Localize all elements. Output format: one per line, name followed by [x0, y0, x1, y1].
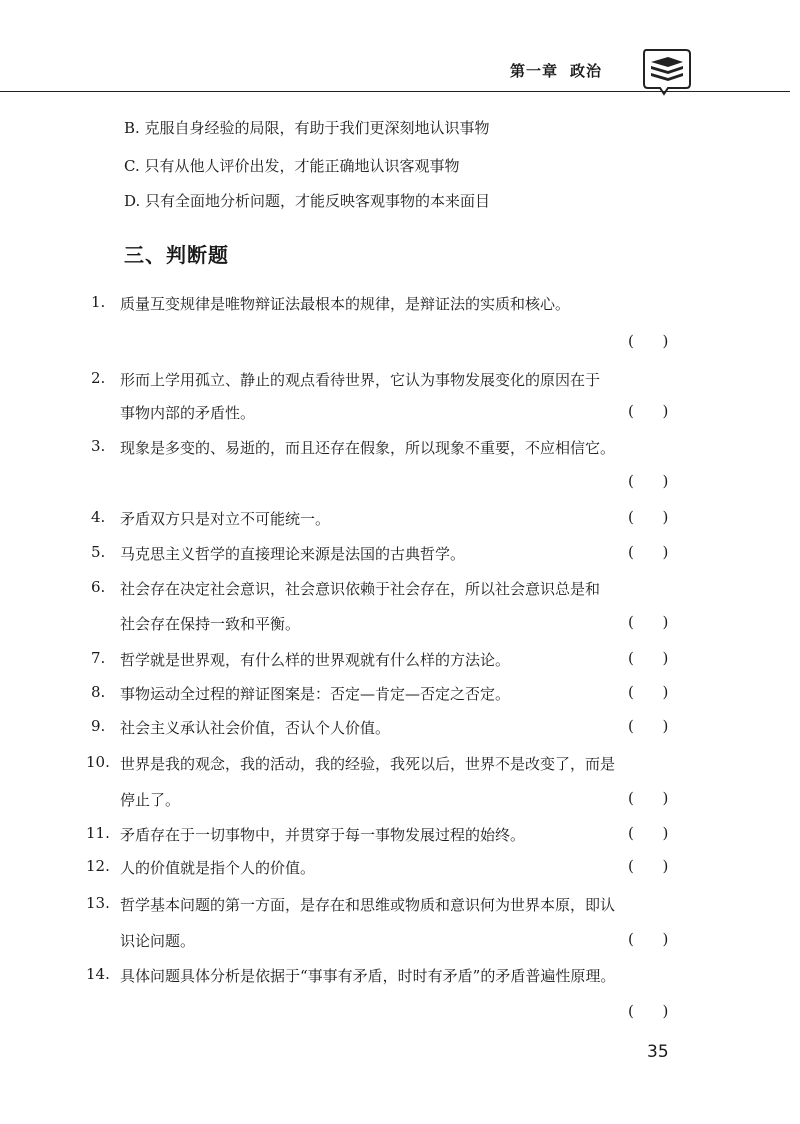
option-d: D. 只有全面地分析问题，才能反映客观事物的本来面目 — [124, 192, 491, 210]
question-number: 9. — [91, 717, 106, 735]
question-number: 13. — [86, 894, 110, 912]
answer-blank[interactable]: ( ) — [628, 508, 669, 526]
question-text: 具体问题具体分析是依据于“事事有矛盾，时时有矛盾”的矛盾普遍性原理。 — [120, 967, 616, 985]
question-text: 马克思主义哲学的直接理论来源是法国的古典哲学。 — [120, 545, 466, 563]
question-text: 矛盾存在于一切事物中，并贯穿于每一事物发展过程的始终。 — [120, 826, 526, 844]
question-number: 12. — [86, 857, 110, 875]
page-number: 35 — [647, 1042, 669, 1062]
question-text: 事物运动全过程的辩证图案是：否定—肯定—否定之否定。 — [120, 685, 511, 703]
question-text: 矛盾双方只是对立不可能统一。 — [120, 510, 331, 528]
answer-blank[interactable]: ( ) — [628, 543, 669, 561]
question-text: 识论问题。 — [120, 932, 196, 950]
answer-blank[interactable]: ( ) — [628, 402, 669, 420]
question-number: 11. — [86, 824, 110, 842]
book-stack-icon — [642, 48, 692, 100]
question-text: 形而上学用孤立、静止的观点看待世界，它认为事物发展变化的原因在于 — [120, 371, 601, 389]
question-number: 10. — [86, 753, 110, 771]
answer-blank[interactable]: ( ) — [628, 824, 669, 842]
question-number: 14. — [86, 965, 110, 983]
answer-blank[interactable]: ( ) — [628, 930, 669, 948]
header-divider — [0, 91, 790, 92]
question-number: 8. — [91, 683, 106, 701]
answer-blank[interactable]: ( ) — [628, 717, 669, 735]
question-text: 社会存在保持一致和平衡。 — [120, 615, 301, 633]
question-text: 哲学就是世界观，有什么样的世界观就有什么样的方法论。 — [120, 651, 511, 669]
question-text: 世界是我的观念，我的活动，我的经验，我死以后，世界不是改变了，而是 — [120, 755, 616, 773]
answer-blank[interactable]: ( ) — [628, 789, 669, 807]
section-title: 三、判断题 — [124, 243, 229, 267]
option-c: C. 只有从他人评价出发，才能正确地认识客观事物 — [124, 157, 460, 175]
chapter-heading — [510, 60, 602, 81]
answer-blank[interactable]: ( ) — [628, 332, 669, 350]
question-text: 哲学基本问题的第一方面，是存在和思维或物质和意识何为世界本原，即认 — [120, 896, 616, 914]
question-number: 6. — [91, 578, 106, 596]
question-number: 7. — [91, 649, 106, 667]
question-text: 社会存在决定社会意识，社会意识依赖于社会存在，所以社会意识总是和 — [120, 580, 601, 598]
answer-blank[interactable]: ( ) — [628, 613, 669, 631]
answer-blank[interactable]: ( ) — [628, 1002, 669, 1020]
question-text: 停止了。 — [120, 791, 181, 809]
option-b: B. 克服自身经验的局限，有助于我们更深刻地认识事物 — [124, 119, 490, 137]
question-number: 3. — [91, 437, 106, 455]
question-text: 现象是多变的、易逝的，而且还存在假象，所以现象不重要，不应相信它。 — [120, 439, 616, 457]
question-number: 4. — [91, 508, 106, 526]
answer-blank[interactable]: ( ) — [628, 472, 669, 490]
answer-blank[interactable]: ( ) — [628, 857, 669, 875]
answer-blank[interactable]: ( ) — [628, 649, 669, 667]
question-number: 1. — [91, 293, 106, 311]
question-text: 社会主义承认社会价值，否认个人价值。 — [120, 719, 391, 737]
question-text: 人的价值就是指个人的价值。 — [120, 859, 316, 877]
chapter-label: 第一章 — [510, 62, 559, 80]
question-number: 5. — [91, 543, 106, 561]
question-text: 质量互变规律是唯物辩证法最根本的规律，是辩证法的实质和核心。 — [120, 295, 571, 313]
question-number: 2. — [91, 369, 106, 387]
answer-blank[interactable]: ( ) — [628, 683, 669, 701]
question-text: 事物内部的矛盾性。 — [120, 404, 256, 422]
chapter-name: 政治 — [570, 62, 603, 80]
